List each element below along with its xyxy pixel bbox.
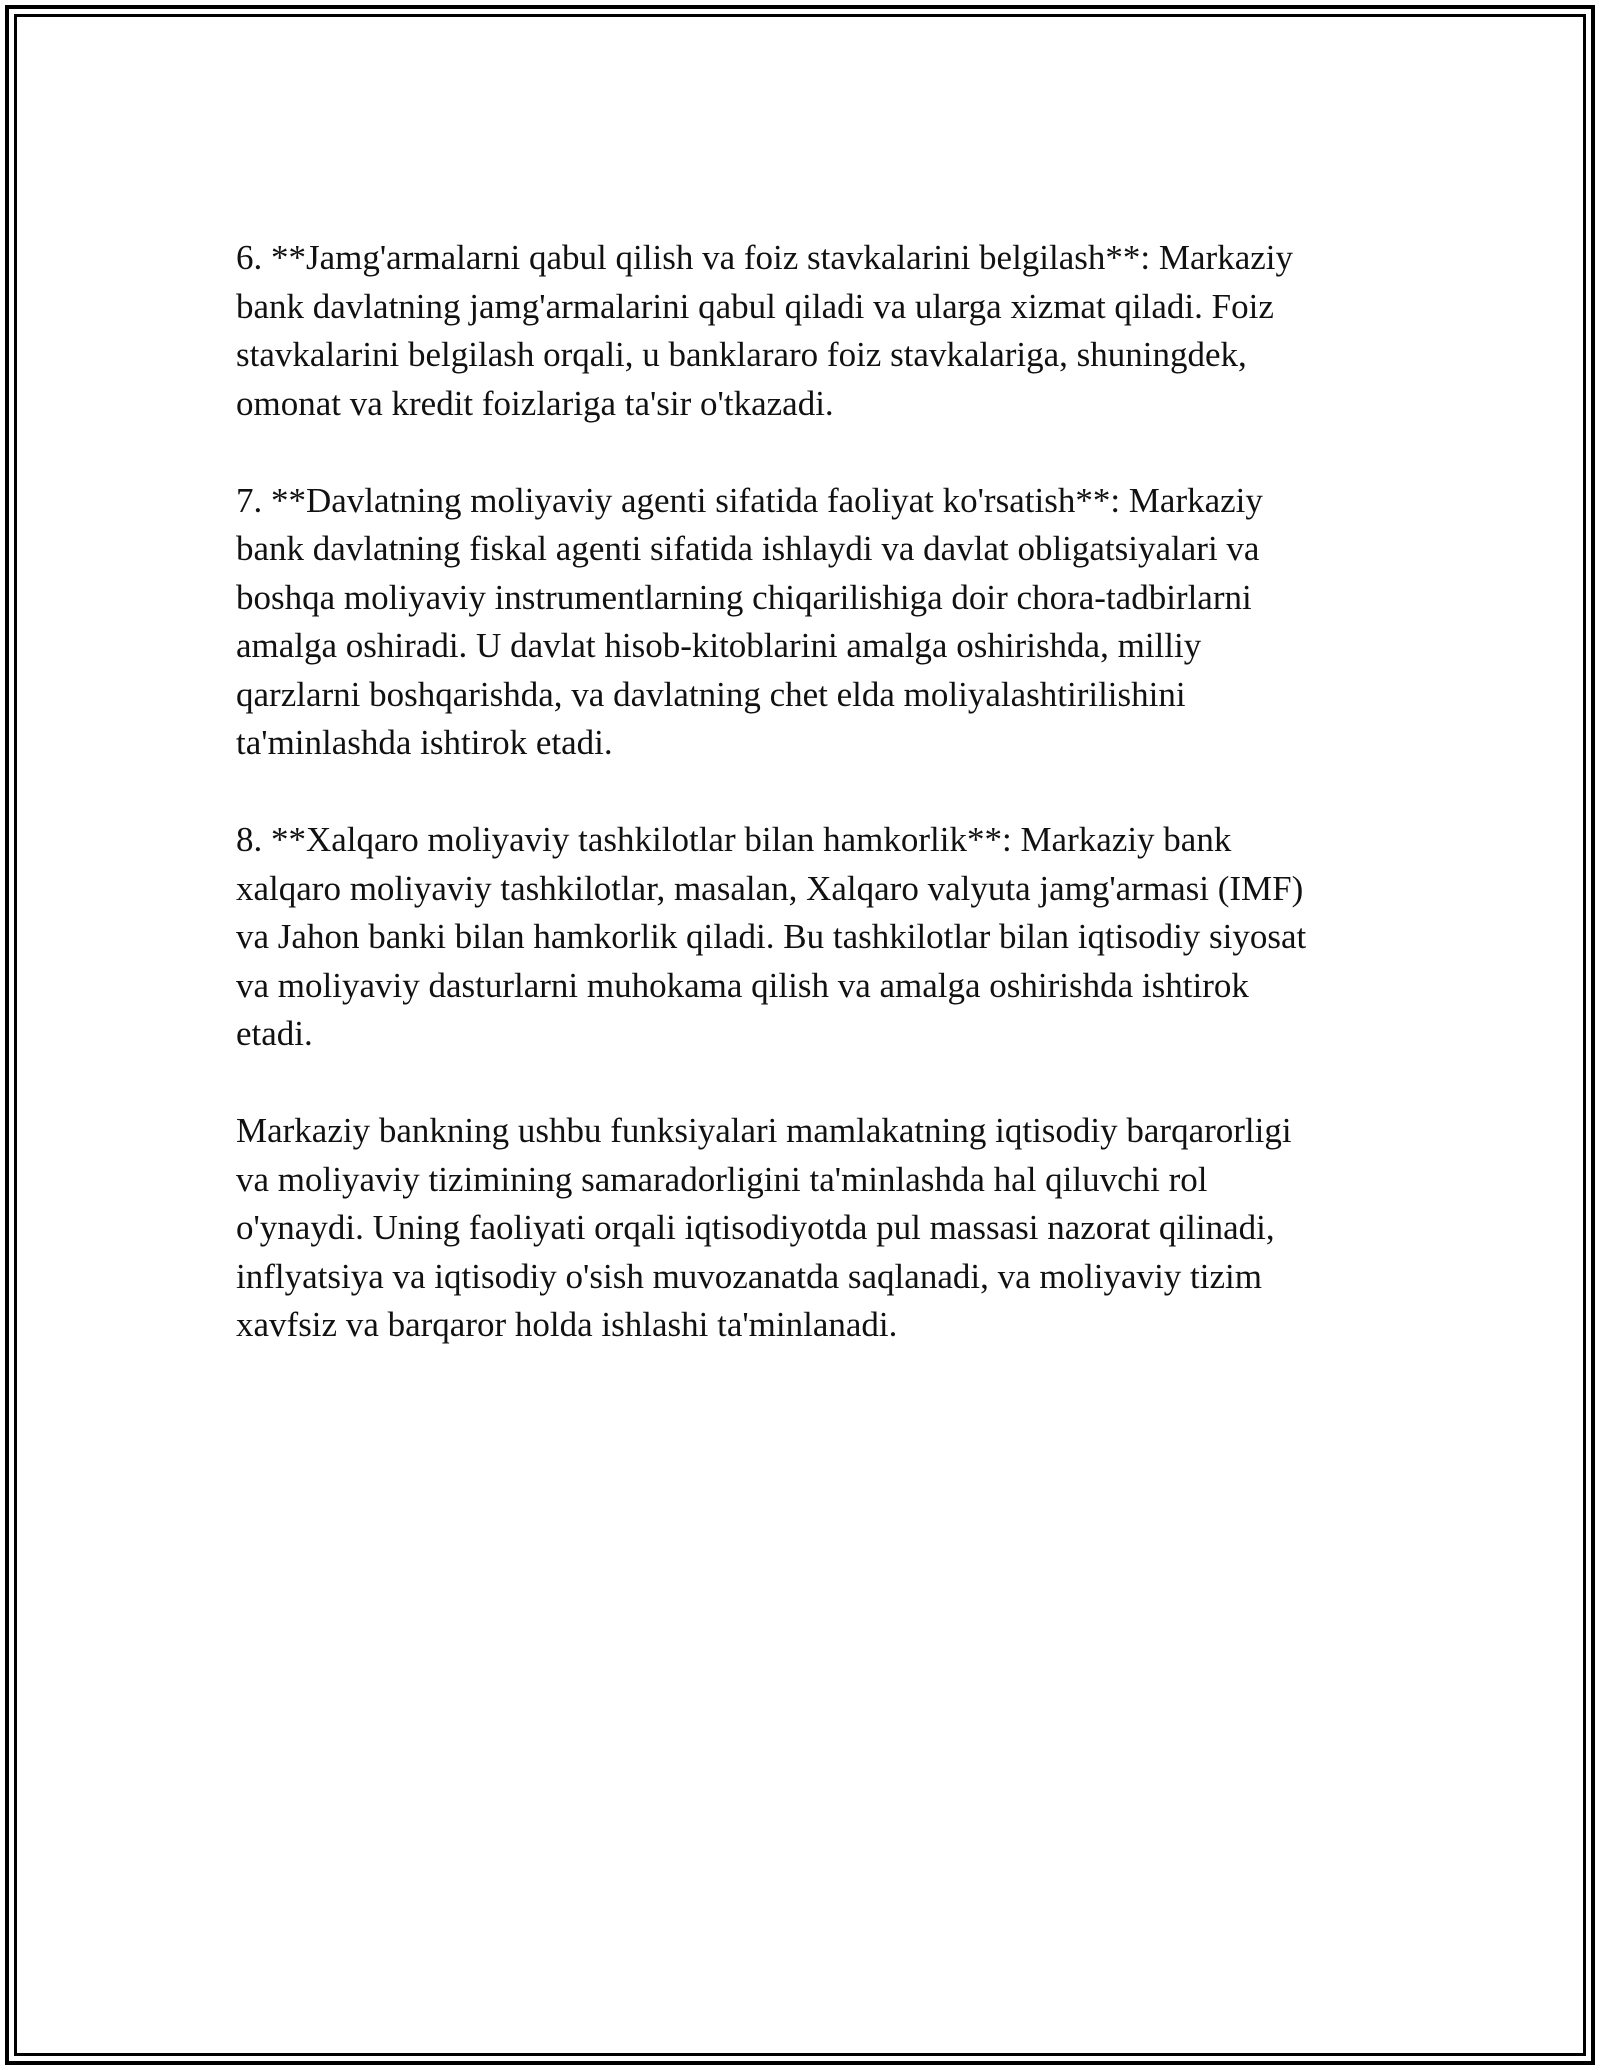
paragraph-item-6: 6. **Jamg'armalarni qabul qilish va foiz stavkalarini belgilash**: Markaziy bank davlatning jamg'armalarini qabul qiladi va ularga xizmat qiladi. Foiz stavkalarini belgilash orqali, u banklararo foiz stavkalariga, shuningdek, omonat va kredit foizlariga ta'sir o'tkazadi. <box>236 238 1293 423</box>
paragraph-item-7: 7. **Davlatning moliyaviy agenti sifatida faoliyat ko'rsatish**: Markaziy bank davlatning fiskal agenti sifatida ishlaydi va davlat obligatsiyalari va boshqa moliyaviy instrumentlarning chiqarilishiga doir chora-tadbirlarni amalga oshiradi. U davlat hisob-kitoblarini amalga oshirishda, milliy qarzlarni boshqarishda, va davlatning chet elda moliyalashtirilishini ta'minlashda ishtirok etadi. <box>236 480 1263 762</box>
paragraph-item-8: 8. **Xalqaro moliyaviy tashkilotlar bilan hamkorlik**: Markaziy bank xalqaro moliyaviy tashkilotlar, masalan, Xalqaro valyuta jamg'armasi (IMF) va Jahon banki bilan hamkorlik qiladi. Bu tashkilotlar bilan iqtisodiy siyosat va moliyaviy dasturlarni muhokama qilish va amalga oshirishda ishtirok etadi. <box>236 820 1307 1053</box>
document-body <box>236 234 1366 1398</box>
paragraph-conclusion: Markaziy bankning ushbu funksiyalari mamlakatning iqtisodiy barqarorligi va moliyaviy tizimining samaradorligini ta'minlashda hal qiluvchi rol o'ynaydi. Uning faoliyati orqali iqtisodiyotda pul massasi nazorat qilinadi, inflyatsiya va iqtisodiy o'sish muvozanatda saqlanadi, va moliyaviy tizim xavfsiz va barqaror holda ishlashi ta'minlanadi. <box>236 1111 1292 1344</box>
